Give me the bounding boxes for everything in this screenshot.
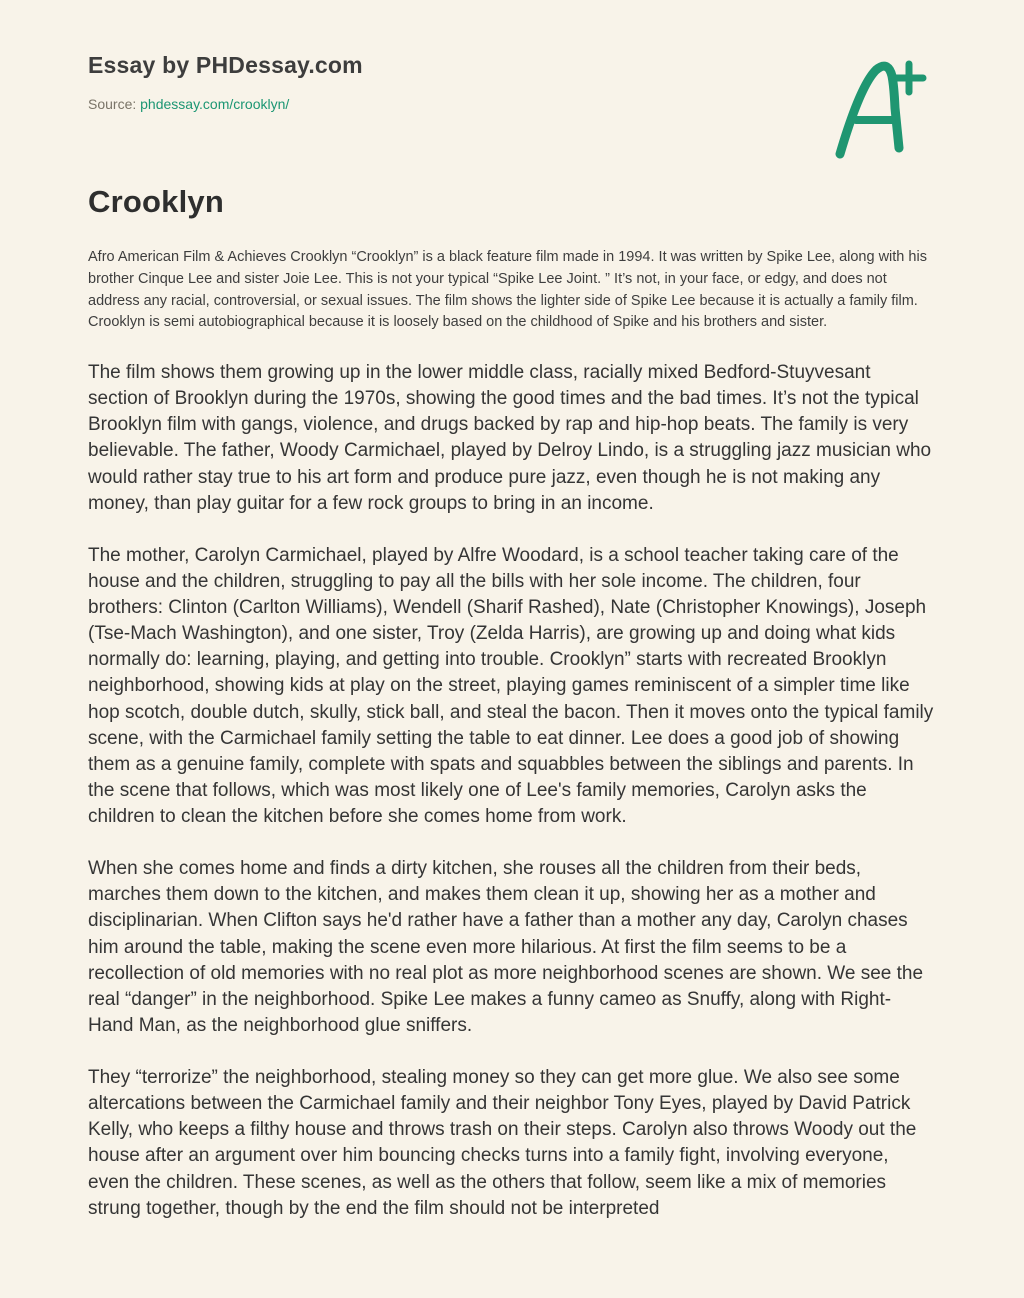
essay-paragraph: They “terrorize” the neighborhood, stealing money so they can get more glue. We also see some altercations between the Carmichael family and their neighbor Tony Eyes, played by David Patrick Kelly, who keeps a filthy house and throws trash on their steps. Carolyn also throws Woody out the house after an argument over him bouncing checks turns into a family fight, involving everyone, even the children. These scenes, as well as the others that follow, seem like a mix of memories strung together, though by the end the film should not be interpreted bbox=[88, 1067, 917, 1219]
phdessay-a-plus-logo-icon bbox=[832, 56, 928, 160]
essay-abstract: Afro American Film & Achieves Crooklyn “Crooklyn” is a black feature film made in 1994. It was written by Spike Lee, along with his brother Cinque Lee and sister Joie Lee. This is not your typical “Spike Lee Joint. ” It’s not, in your face, or edgy, and does not address any racial, controversial, or sexual issues. The film shows the lighter side of Spike Lee because it is actually a family film. Crooklyn is semi autobiographical because it is loosely based on the childhood of Spike and his brothers and sister. bbox=[88, 249, 927, 331]
essay-paragraph: The film shows them growing up in the lower middle class, racially mixed Bedford-Stuyvesant section of Brooklyn during the 1970s, showing the good times and the bad times. It’s not the typical Brooklyn film with gangs, violence, and drugs backed by rap and hip-hop beats. The family is very believable. The father, Woody Carmichael, played by Delroy Lindo, is a struggling jazz musician who would rather stay true to his art form and produce pure jazz, even though he is not making any money, than play guitar for a few rock groups to bring in an income. bbox=[88, 362, 932, 514]
essay-paragraph: The mother, Carolyn Carmichael, played by Alfre Woodard, is a school teacher taking care of the house and the children, struggling to pay all the bills with her sole income. The children, four brothers: Clinton (Carlton Williams), Wendell (Sharif Rashed), Nate (Christopher Knowings), Joseph (Tse-Mach Washington), and one sister, Troy (Zelda Harris), are growing up and doing what kids normally do: learning, playing, and getting into trouble. Crooklyn” starts with recreated Brooklyn neighborhood, showing kids at play on the street, playing games reminiscent of a simpler time like hop scotch, double dutch, skully, stick ball, and steal the bacon. Then it moves onto the typical family scene, with the Carmichael family setting the table to eat dinner. Lee does a good job of showing them as a genuine family, complete with spats and squabbles between the siblings and parents. In the scene that follows, which was most likely one of Lee's family memories, Carolyn asks the children to clean the kitchen before she comes home from work. bbox=[88, 544, 934, 827]
source-link[interactable]: phdessay.com/crooklyn/ bbox=[140, 96, 290, 112]
page-header bbox=[88, 0, 934, 112]
essay-title: Crooklyn bbox=[88, 184, 224, 219]
essay-paragraph: When she comes home and finds a dirty kitchen, she rouses all the children from their beds, marches them down to the kitchen, and makes them clean it up, showing her as a mother and disciplinarian. When Clifton says he'd rather have a father than a mother any day, Carolyn chases him around the table, making the scene even more hilarious. At first the film seems to be a recollection of old memories with no real plot as more neighborhood scenes are shown. We see the real “danger” in the neighborhood. Spike Lee makes a funny cameo as Snuffy, along with Right-Hand Man, as the neighborhood glue sniffers. bbox=[88, 858, 924, 1036]
source-label: Source: bbox=[88, 96, 137, 112]
page-header-title: Essay by PHDessay.com bbox=[88, 52, 363, 78]
source-line bbox=[88, 96, 934, 112]
